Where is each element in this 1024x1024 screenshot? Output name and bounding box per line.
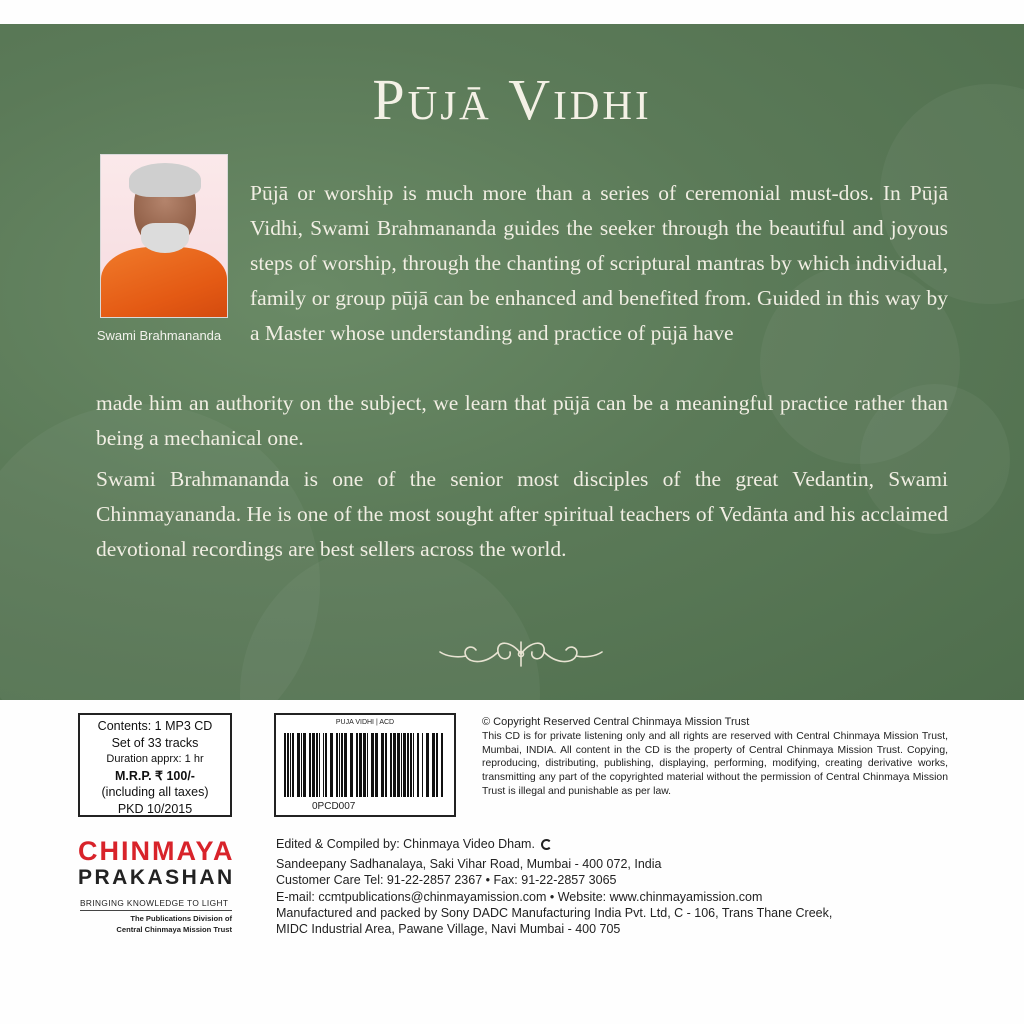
author-photo (100, 154, 228, 318)
description-paragraph-1-top: Pūjā or worship is much more than a series of ceremonial must-dos. In Pūjā Vidhi, Swami Brahmananda guides the seeker through the beautiful and joyous steps of worship, through the chanting of scriptural mantras by which individual, family or group pūjā can be enhanced and benefited from. Guided in this way by a Master whose understanding and practice of pūjā have (250, 181, 948, 345)
barcode-label: PUJA VIDHI | ACD (335, 719, 395, 726)
photo-caption: Swami Brahmananda (96, 328, 222, 343)
taxes-line: (including all taxes) (101, 785, 209, 799)
album-title: Pūjā Vidhi (372, 67, 652, 132)
barcode-number: 0PCD007 (312, 801, 356, 812)
copyright-c-icon (541, 839, 552, 850)
contents-info-box (78, 713, 232, 817)
legal-body: This CD is for private listening only and all rights are reserved with Central Chinmaya Mission Trust, Mumbai, INDIA. All content in the CD is the property of Central Chinmaya Mission Trust. Copying, reproducing, distributing, publishing, displaying, performing, modifying, creating derivative works, transmitting any part of the copyrighted material without the permission of Central Chinmaya Mission Trust is illegal and punishable as per law. (482, 730, 948, 797)
description-paragraph-2: Swami Brahmananda is one of the senior most disciples of the great Vedantin, Swami Chinmayananda. He is one of the most sought after spiritual teachers of Vedānta and his acclaimed devotional recordings are best sellers across the world. (96, 467, 948, 561)
logo-divider (80, 910, 232, 911)
contents-line: Contents: 1 MP3 CD (97, 719, 213, 733)
description-paragraph-1-bottom: made him an authority on the subject, we learn that pūjā can be a meaningful practice rather than being a mechanical one. (96, 391, 948, 450)
tracks-line: Set of 33 tracks (111, 735, 199, 750)
legal-notice (482, 716, 948, 799)
publisher-tagline: BRINGING KNOWLEDGE TO LIGHT (80, 898, 229, 908)
ornament-flourish-icon (436, 634, 606, 674)
address-line: Sandeepany Sadhanalaya, Saki Vihar Road, Mumbai - 400 072, India (276, 857, 662, 872)
author-photo-block (78, 154, 228, 343)
pkd-line: PKD 10/2015 (117, 801, 193, 816)
barcode-icon (282, 733, 450, 799)
edited-line: Edited & Compiled by: Chinmaya Video Dham. (276, 836, 916, 852)
email-line: E-mail: ccmtpublications@chinmayamission.com • Website: www.chinmayamission.com (276, 889, 763, 904)
phone-line: Customer Care Tel: 91-22-2857 2367 • Fax: 91-22-2857 3065 (276, 873, 617, 888)
manufacturer-line-1: Manufactured and packed by Sony DADC Manufacturing India Pvt. Ltd, C - 106, Trans Thane Creek, (276, 905, 833, 920)
contact-block (276, 836, 916, 937)
publisher-division: The Publications Division of Central Chinmaya Mission Trust (116, 914, 232, 934)
publisher-logo-chinmaya: CHINMAYA (78, 836, 235, 866)
duration-line: Duration apprx: 1 hr (106, 753, 204, 765)
publisher-logo-prakashan: PRAKASHAN (78, 866, 235, 889)
mrp-line: M.R.P. ₹ 100/- (115, 768, 195, 783)
copyright-line: © Copyright Reserved Central Chinmaya Mission Trust (482, 716, 750, 728)
barcode-box (274, 713, 456, 817)
manufacturer-line-2: MIDC Industrial Area, Pawane Village, Navi Mumbai - 400 705 (276, 922, 621, 937)
